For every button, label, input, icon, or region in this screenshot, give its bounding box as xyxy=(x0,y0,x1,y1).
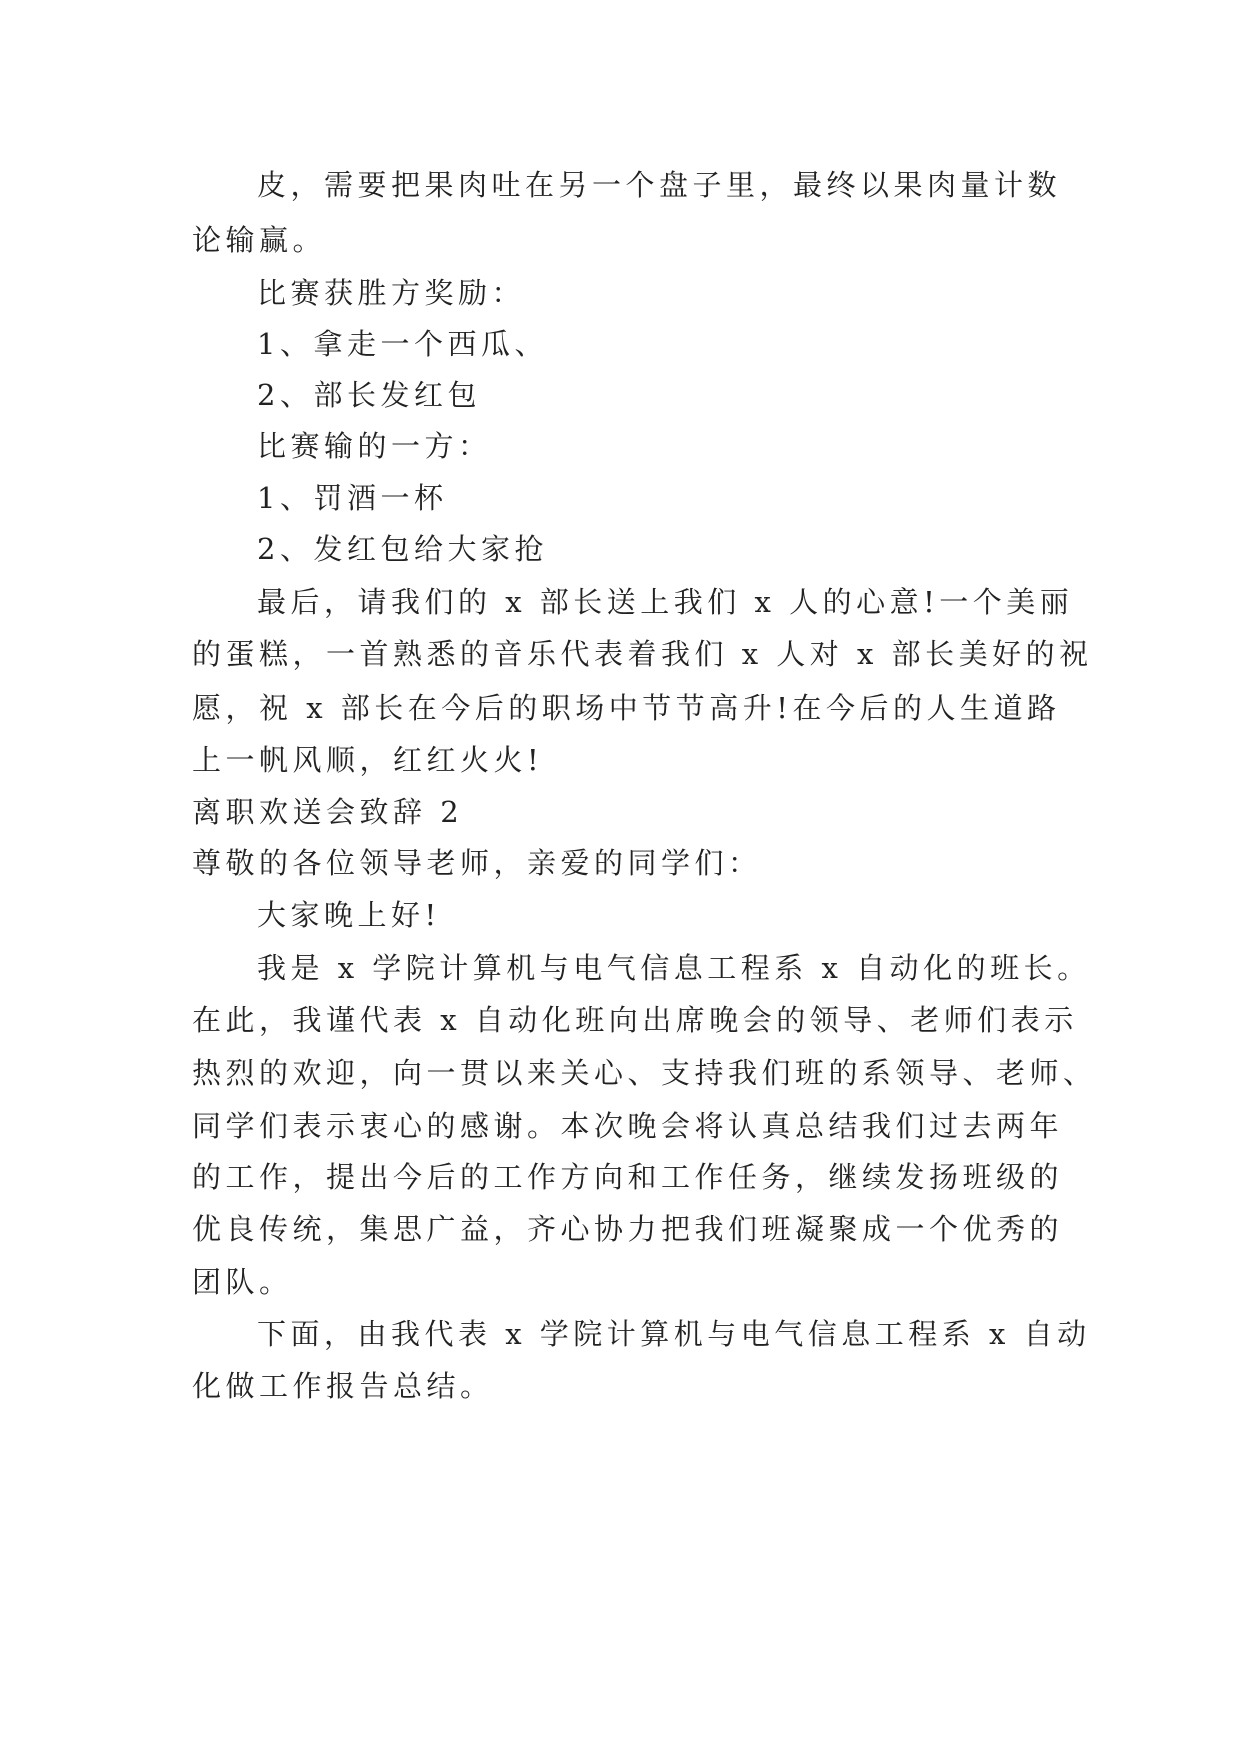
report-paragraph-line-7: 团队。 xyxy=(192,1265,293,1299)
report-paragraph-line-3: 热烈的欢迎，向一贯以来关心、支持我们班的系领导、老师、 xyxy=(192,1056,1097,1090)
paragraph-contest-rules-line-2: 论输赢。 xyxy=(192,223,327,257)
loser-penalty-item-2: 2、发红包给大家抢 xyxy=(257,532,548,566)
section-heading: 离职欢送会致辞 2 xyxy=(192,795,464,829)
winner-reward-heading: 比赛获胜方奖励： xyxy=(257,276,526,310)
final-paragraph-line-2: 化做工作报告总结。 xyxy=(192,1369,494,1403)
winner-reward-item-1: 1、拿走一个西瓜、 xyxy=(257,327,548,361)
loser-penalty-heading: 比赛输的一方： xyxy=(257,429,492,463)
closing-paragraph-line-2: 的蛋糕，一首熟悉的音乐代表着我们 x 人对 x 部长美好的祝 xyxy=(192,637,1093,671)
closing-paragraph-line-3: 愿，祝 x 部长在今后的职场中节节高升!在今后的人生道路 xyxy=(192,691,1061,725)
salutation: 尊敬的各位领导老师，亲爱的同学们： xyxy=(192,846,762,880)
paragraph-contest-rules-line-1: 皮，需要把果肉吐在另一个盘子里，最终以果肉量计数 xyxy=(257,168,1062,202)
winner-reward-item-2: 2、部长发红包 xyxy=(257,378,481,412)
report-paragraph-line-1: 我是 x 学院计算机与电气信息工程系 x 自动化的班长。 xyxy=(257,951,1091,985)
greeting: 大家晚上好! xyxy=(257,898,441,932)
report-paragraph-line-5: 的工作，提出今后的工作方向和工作任务，继续发扬班级的 xyxy=(192,1160,1064,1194)
closing-paragraph-line-4: 上一帆风顺，红红火火! xyxy=(192,743,544,777)
report-paragraph-line-6: 优良传统，集思广益，齐心协力把我们班凝聚成一个优秀的 xyxy=(192,1212,1064,1246)
closing-paragraph-line-1: 最后，请我们的 x 部长送上我们 x 人的心意!一个美丽 xyxy=(257,585,1074,619)
report-paragraph-line-2: 在此，我谨代表 x 自动化班向出席晚会的领导、老师们表示 xyxy=(192,1003,1078,1037)
final-paragraph-line-1: 下面，由我代表 x 学院计算机与电气信息工程系 x 自动 xyxy=(257,1317,1091,1351)
loser-penalty-item-1: 1、罚酒一杯 xyxy=(257,481,448,515)
report-paragraph-line-4: 同学们表示衷心的感谢。本次晚会将认真总结我们过去两年 xyxy=(192,1109,1064,1143)
